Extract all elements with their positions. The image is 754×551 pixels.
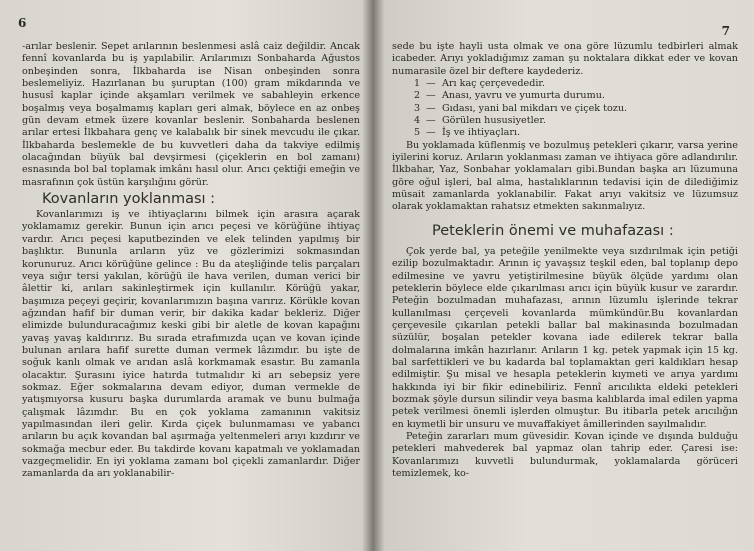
- list-item: 4 — Görülen hususiyetler.: [414, 115, 546, 127]
- list-item: 3 — Gıdası, yani bal mikdarı ve çiçek tozu.: [414, 102, 628, 114]
- page-number-left: 6: [18, 16, 27, 30]
- heading-comb-preservation: Peteklerin önemi ve muhafazası :: [432, 222, 674, 239]
- left-paragraph-feeding: -arılar beslenir. Sepet arılarının beslenmesi aslâ caiz değildir. Ancak fennî kovanlarda bu iş yapılabilir. Arılarımızı Sonbaharda Ağustos onbeşinden sonra, İlkbaharda ise Nisan onbeşinden sonra beslemeliyiz. Hazırlanan bu şuruptan (100) gram mikdarında ve hususî kaplar içinde akşamları verilmek ve sabahleyin erkence boşalmış veya boşalmamış kapları geri almak, böylece en az onbeş gün devam etmek üzere kovanlar beslenir. Sonbaharda beslenen arılar ertesi İlkbahara genç ve kalabalık bir sinek mevcudu ile çıkar. İlkbaharda beslemekle de bu kuvvetleri daha da takviye edilmiş olacağından büyük bal devşirmesi (çiçeklerin en bol zamanı) esnasında bol bal toplamak imkânı hasıl olur. Arıcı çektiği emeğin ve masrafının çok üstün karşılığını görür.: [22, 41, 360, 188]
- list-item: 2 — Anası, yavru ve yumurta durumu.: [414, 90, 605, 102]
- right-paragraph-intro: sede bu işte hayli usta olmak ve ona göre lüzumlu tedbirleri almak icabeder. Arıyı yokladığımız zaman şu noktalara dikkat eder ve kovan numarasile özel bir deftere kaydederiz.: [392, 41, 738, 77]
- left-paragraph-inspection: Kovanlarımızı iş ve ihtiyaçlarını bilmek için arasıra açarak yoklamamız gerekir. Bunun için arıcı peçesi ve körüğüne ihtiyaç vardır. Arıcı peçesi kaputbezinden ve elek telinden yapılmış bir başlıktır. Bununla arıların yüz ve gözlerimizi sokmasından korunuruz. Arıcı körüğüne gelince : Bu da ateşliğinde telis parçaları veya sığır tersi yakılan, körüğü ile hava verilen, duman verici bir âlettir ki, arıları sakinleştirmek için kullanılır. Körüğü yakar, başımıza peçeyi geçirir, kovanlarımızın başına varırız. Körükle kovan ağzından hafif bir duman verir, bir dakika kadar bekleriz. Diğer elimizde bulunduracağımız keski gibi bir aletle de kovan kapağını yavaş yavaş kaldırırız. Bu sırada etrafımızda uçan ve kovan içinde bulunan arılara hafif surette duman vermek lâzımdır. bu işte de soğuk kanlı olmak ve arıdan aslâ korkmamak esastır. Bu zamanla olacaktır. Şurasını iyice hatırda tutmalıdır ki arı sebepsiz yere sokmaz. Eğer sokmalarına devam ediyor, duman vermekle de yatışmıyorsa kusuru başka durumlarda aramak ve bunu bulmağa çalışmak lâzımdır. Bu en çok yoklama zamanının vakitsiz yapılmasından ileri gelir. Kırda çiçek bulunmaması ve yabancı arıların bu açık kovandan bal aşırmağa yeltenmeleri arıyı kızdırır ve sokmağa mecbur eder. Bu takdirde kovanı kapatmalı ve yoklamadan vazgeçmelidir. En iyi yoklama zamanı bol çiçekli zamanlardır. Diğer zamanlarda da arı yoklanabilir-: [22, 209, 360, 480]
- left-text-column: [22, 41, 360, 481]
- right-paragraph-inspection-types: Bu yoklamada küflenmiş ve bozulmuş petekleri çıkarır, varsa yerine iyilerini koruz. Arıların yoklanması zaman ve ihtiyaca göre adlandırılır. İlkbahar, Yaz, Sonbahar yoklamaları gibi.Bundan başka arı lüzumuna göre oğul işleri, bal alma, hastalıklarının tedavisi için de dilediğimiz müsait zamanlarda yoklanabilir. Fakat arıyı vakitsiz ve lüzumsuz olarak yoklamaktan rahatsız etmekten sakınmalıyız.: [392, 139, 738, 213]
- list-item: 1 — Arı kaç çerçevededir.: [414, 78, 545, 90]
- list-item: 5 — İş ve ihtiyaçları.: [414, 127, 521, 139]
- right-paragraph-wax-moth: Peteğin zararları mum güvesidir. Kovan içinde ve dışında bulduğu petekleri mahvederek bal yapmaz olan tahrip eder. Çaresi ise: Kovanlarımızı kuvvetli bulundurmak, yoklamalarda görüceri temizlemek, ko-: [392, 430, 738, 479]
- right-paragraph-combs: Çok yerde bal, ya peteğile yenilmekte veya sızdırılmak için petiği ezilip bozulmaktadır. Arının iç yavaşsız teşkil eden, bal toplanıp depo edilmesine ve yavru yetiştirilmesine büyük ölçüde yardımı olan peteklerin böylece elde çıkarılması arıcı için büyük kusur ve zarardır. Peteğin bozulmadan muhafazası, arının lüzumlu işlerinde tekrar kullanılması çerçeveli kovanlarda mümkündür.Bu kovanlardan çerçevesile çıkarılan petekli ballar bal makinasında bozulmadan süzülür, boşalan petekler kovana iade edilerek tekrar balla dolmalarına imkân hazırlanır. Arıların 1 kg. petek yapmak için 15 kg. bal sarfettikleri ve bu kadarda bal toplamaktan geri kaldıkları hesap edilmiştir. Şu misal ve hesapla peteklerin kıymeti ve arıya yardımı hakkında iyi bir fikir edinebiliriz. Fennî arıcılıkta eldeki petekleri bozmak şöyle dursun silindir veya basma kalıblarda imal edilen yapma petek verilmesi önemli işlerden olmuştur. Bu itibarla petek arıcılığın en kıymetli bir unsuru ve muvaffakiyet âmillerinden sayılmalıdır.: [392, 245, 738, 430]
- right-text-column: [392, 41, 738, 480]
- heading-hive-inspection: Kovanların yoklanması :: [42, 191, 216, 208]
- page-number-right: 7: [721, 24, 730, 38]
- inspection-checklist: [392, 78, 738, 140]
- right-page: [380, 0, 754, 551]
- left-page: [0, 0, 372, 551]
